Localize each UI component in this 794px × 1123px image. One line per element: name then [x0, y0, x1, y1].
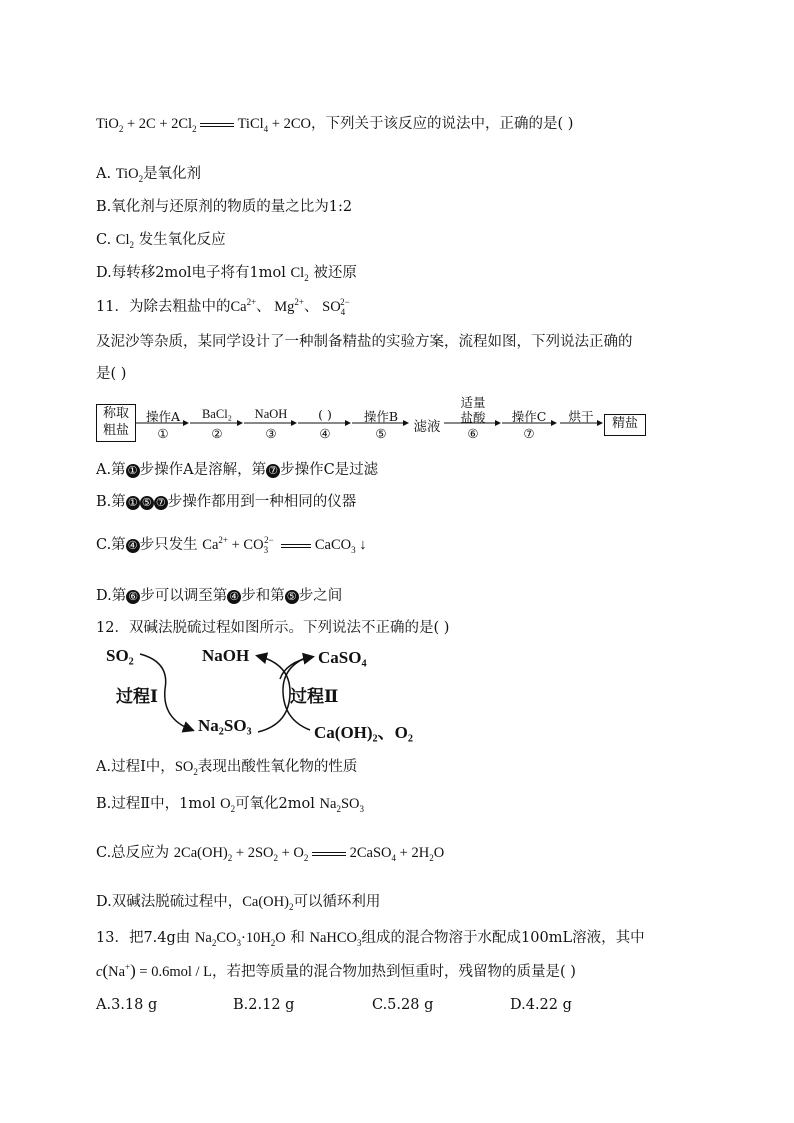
flow-end-box: 精盐 — [604, 414, 646, 436]
q12-option-b: B.过程Ⅱ中，1mol $O_2$可氧化2mol $Na_2SO_3$ — [96, 796, 364, 814]
flow-acid-top: 适量 — [460, 395, 486, 410]
flow-step-1: 操作A — [145, 409, 181, 424]
flow-acid-bottom: 盐酸 — [460, 410, 486, 425]
flow-step-5: 操作B — [363, 409, 399, 424]
q12-stem: 12．双碱法脱硫过程如图所示。下列说法不正确的是( ) — [96, 620, 450, 636]
label-process-2: 过程Ⅱ — [290, 687, 339, 706]
label-so2: SO₂ — [106, 646, 134, 665]
flow-start-box: 称取粗盐 — [96, 404, 136, 442]
q10-option-d: D.每转移2mol电子将有1mol $Cl_2$ 被还原 — [96, 265, 357, 283]
q11-stem-line1: 11．为除去粗盐中的$Ca^{2+}$、 $Mg^{2+}$、 $SO_4^{2-}$ — [96, 297, 350, 317]
q12-option-d: D.双碱法脱硫过程中，$Ca(OH)_2$可以循环利用 — [96, 894, 381, 912]
q13-option-b: B.2.12 g — [233, 997, 295, 1013]
q11-option-d: D.第 ⑥ 步可以调至第 ④ 步和第 ⑤ 步之间 — [96, 588, 343, 604]
q11-stem-line3: 是( ) — [96, 366, 127, 382]
label-caoh2-o2: Ca(OH)₂、O₂ — [314, 723, 413, 742]
q13-stem-line2: c(Na+) = 0.6mol / L，若把等质量的混合物加热到恒重时，残留物的质量是( ) — [96, 961, 576, 980]
flow-num-1: ① — [157, 426, 169, 441]
label-naoh: NaOH — [202, 646, 250, 665]
flow-num-6: ⑥ — [467, 426, 479, 441]
q13-option-d: D.4.22 g — [510, 997, 572, 1013]
q13-option-a: A.3.18 g — [96, 997, 158, 1013]
q11-stem-line2: 及泥沙等杂质，某同学设计了一种制备精盐的实验方案，流程如图，下列说法正确的 — [96, 334, 633, 350]
label-caso4: CaSO₄ — [318, 648, 367, 667]
q11-option-b: B.第 ① ⑤ ⑦ 步操作都用到一种相同的仪器 — [96, 494, 357, 510]
flow-num-2: ② — [211, 426, 223, 441]
flow-step-c: 操作C — [511, 409, 547, 424]
q10-stem: $TiO_2 + 2C + 2Cl_2$ TiCl$_4$ + 2CO，下列关于该反应的说法中，正确的是( ) — [96, 116, 574, 134]
reaction-equation: $TiO_2 + 2C + 2Cl_2$ TiCl$_4$ + 2CO — [96, 116, 311, 134]
flow-num-4: ④ — [319, 426, 331, 441]
flow-filtrate: 滤液 — [413, 419, 441, 435]
flow-step-2: BaCl₂ — [201, 407, 233, 421]
flow-step-4: ( ) — [318, 407, 332, 422]
q13-option-c: C.5.28 g — [372, 997, 434, 1013]
label-na2so3: Na₂SO₃ — [198, 716, 252, 735]
q11-flow-diagram — [96, 394, 656, 446]
q12-option-c: C.总反应为 $2Ca(OH)_2 + 2SO_2 + O_2$ 2CaSO$_4$ + $2H_2O$ — [96, 845, 445, 863]
flow-num-3: ③ — [265, 426, 277, 441]
q11-option-c: C.第 ④ 步只发生 $Ca^{2+} + CO_3^{2-}$ CaCO$_3$ ↓ — [96, 535, 367, 555]
q13-stem-line1: 13．把7.4g由 $Na_2CO_3\cdot 10H_2O$ 和 NaHCO$_3$组成的混合物溶于水配成100mL溶液，其中 — [96, 930, 645, 948]
q10-option-a: A. TiO$_2$是氧化剂 — [96, 166, 202, 184]
q10-option-b: B.氧化剂与还原剂的物质的量之比为1:2 — [96, 199, 353, 215]
flow-step-3: NaOH — [254, 407, 288, 421]
q12-cycle-diagram — [100, 644, 430, 740]
q11-option-a: A.第 ① 步操作A是溶解，第 ⑦ 步操作C是过滤 — [96, 462, 379, 478]
q12-option-a: A.过程Ⅰ中，$SO_2$表现出酸性氧化物的性质 — [96, 759, 358, 777]
flow-num-5: ⑤ — [375, 426, 387, 441]
flow-num-7: ⑦ — [523, 426, 535, 441]
q10-option-c: C. $Cl_2$ 发生氧化反应 — [96, 232, 226, 250]
label-process-1: 过程Ⅰ — [116, 687, 158, 706]
flow-dry: 烘干 — [568, 409, 594, 424]
